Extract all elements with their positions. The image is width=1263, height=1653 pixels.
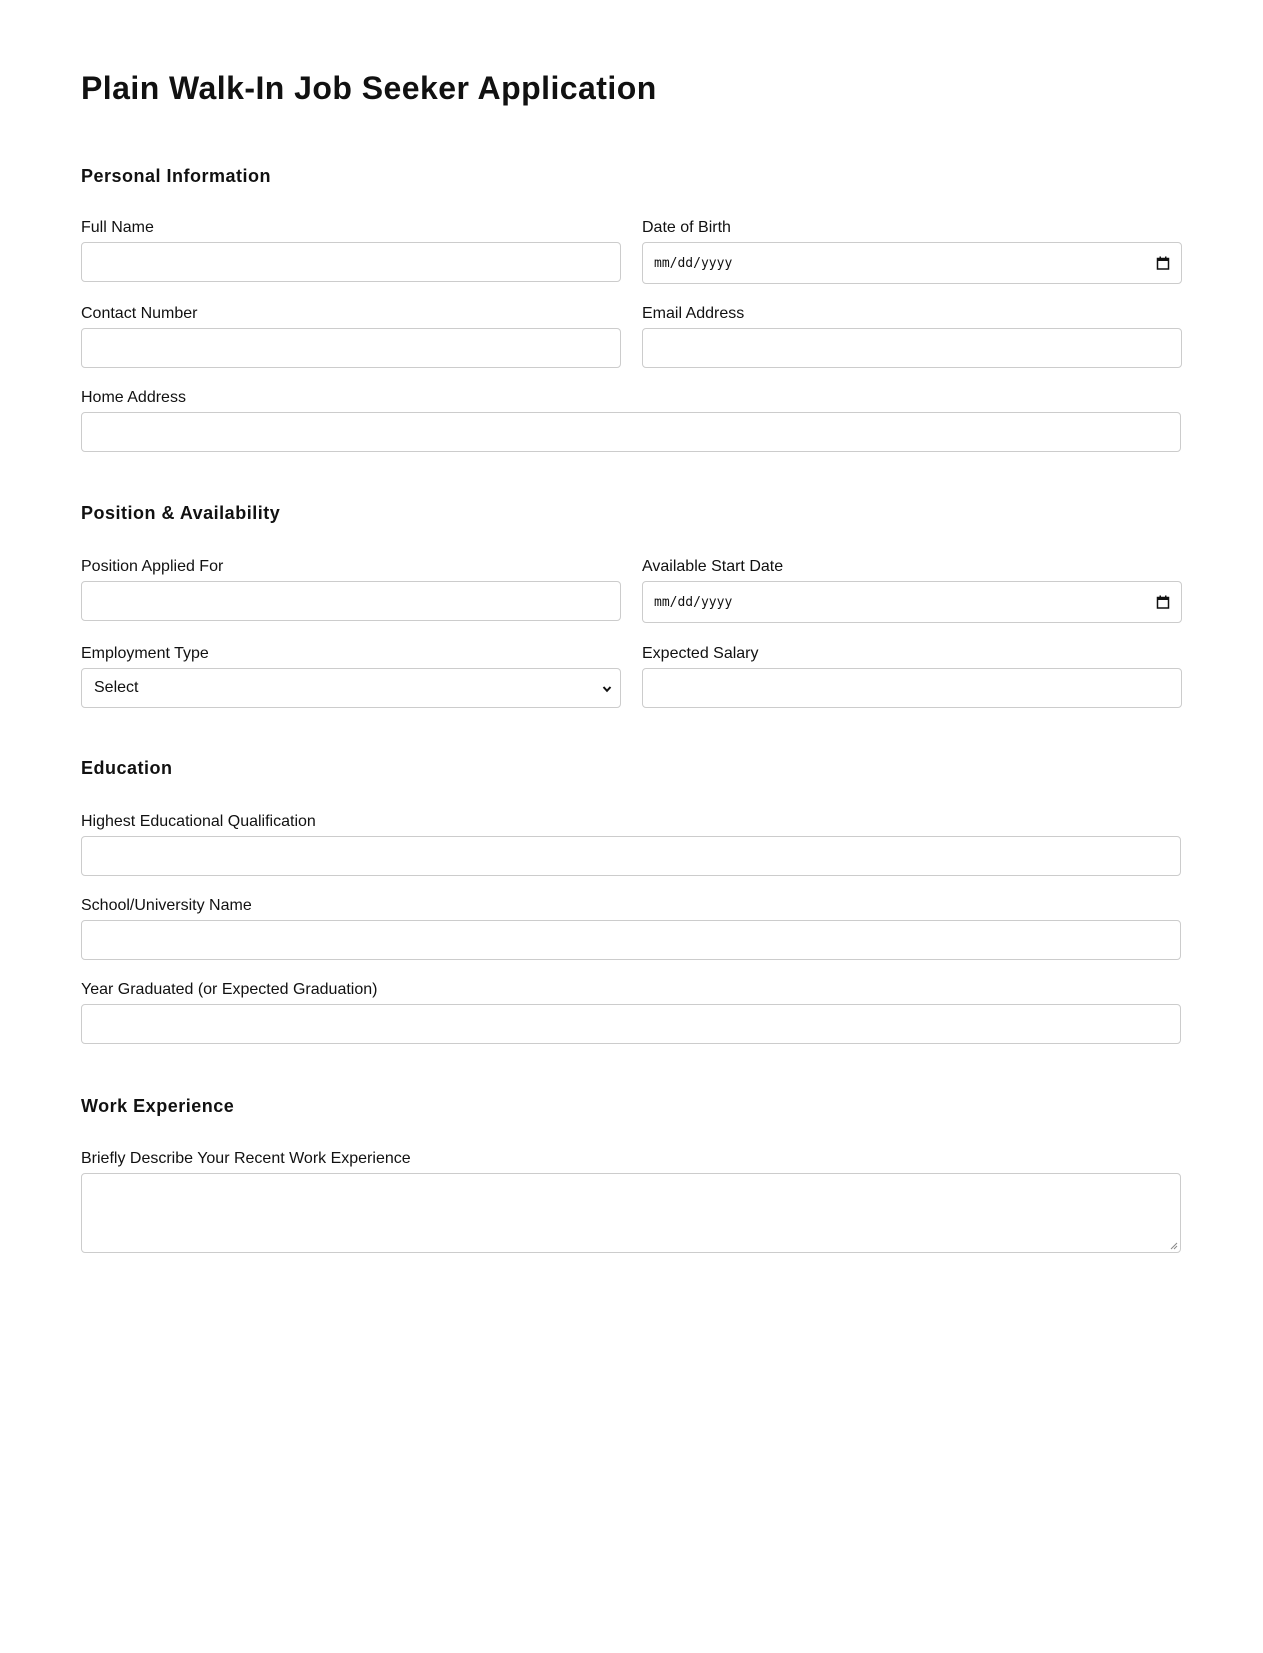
recent-experience-textarea[interactable] [81, 1173, 1181, 1253]
position-applied-for-input[interactable] [81, 581, 621, 621]
email-address-input[interactable] [642, 328, 1182, 368]
available-start-date-label: Available Start Date [642, 558, 784, 575]
date-of-birth-input[interactable] [642, 242, 1182, 284]
year-graduated-group [81, 980, 1181, 1044]
year-graduated-input[interactable] [81, 1004, 1181, 1044]
email-address-label: Email Address [642, 305, 745, 322]
employment-type-select[interactable] [81, 668, 621, 708]
home-address-input[interactable] [81, 412, 1181, 452]
home-address-group [81, 388, 1181, 452]
contact-number-group [81, 304, 621, 368]
position-applied-for-group [81, 557, 621, 621]
full-name-group [81, 218, 621, 282]
section-heading-personal-information: Personal Information [81, 166, 272, 186]
school-name-label: School/University Name [81, 897, 252, 914]
employment-type-group [81, 644, 621, 708]
expected-salary-input[interactable] [642, 668, 1182, 708]
section-heading-position-availability: Position & Availability [81, 503, 281, 523]
calendar-icon[interactable] [1156, 595, 1170, 609]
date-of-birth-label: Date of Birth [642, 219, 731, 236]
email-address-group [642, 304, 1182, 368]
highest-qualification-label: Highest Educational Qualification [81, 813, 316, 830]
contact-number-label: Contact Number [81, 305, 198, 322]
recent-experience-label: Briefly Describe Your Recent Work Experience [81, 1150, 411, 1167]
employment-type-label: Employment Type [81, 645, 209, 662]
contact-number-input[interactable] [81, 328, 621, 368]
full-name-label: Full Name [81, 219, 154, 236]
chevron-down-icon [602, 684, 612, 694]
section-heading-work-experience: Work Experience [81, 1096, 235, 1116]
full-name-input[interactable] [81, 242, 621, 282]
available-start-date-input[interactable] [642, 581, 1182, 623]
resize-handle-icon[interactable] [1169, 1241, 1178, 1250]
date-of-birth-group [642, 218, 1182, 284]
school-name-group [81, 896, 1181, 960]
recent-experience-group [81, 1149, 1181, 1253]
expected-salary-label: Expected Salary [642, 645, 759, 662]
year-graduated-label: Year Graduated (or Expected Graduation) [81, 981, 378, 998]
highest-qualification-input[interactable] [81, 836, 1181, 876]
calendar-icon[interactable] [1156, 256, 1170, 270]
available-start-date-group [642, 557, 1182, 623]
highest-qualification-group [81, 812, 1181, 876]
page-title: Plain Walk-In Job Seeker Application [81, 70, 657, 106]
position-applied-for-label: Position Applied For [81, 558, 224, 575]
date-placeholder: mm/dd/yyyy [654, 255, 733, 271]
school-name-input[interactable] [81, 920, 1181, 960]
section-heading-education: Education [81, 758, 173, 778]
home-address-label: Home Address [81, 389, 186, 406]
expected-salary-group [642, 644, 1182, 708]
employment-type-selected: Select [94, 679, 139, 696]
date-placeholder: mm/dd/yyyy [654, 594, 733, 610]
